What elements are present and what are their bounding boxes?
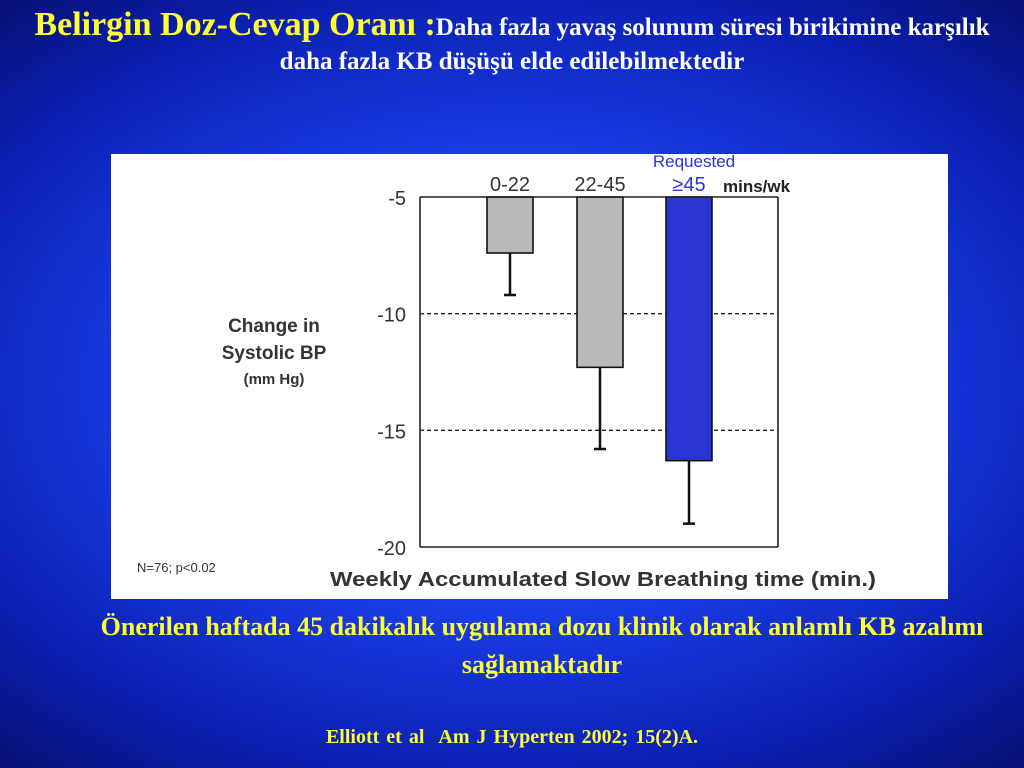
bar-2 xyxy=(666,197,712,461)
bar-layer xyxy=(487,197,712,524)
slide-title xyxy=(20,8,1004,79)
ytick-label-3: -20 xyxy=(377,538,406,560)
ylabel-line-2: Systolic BP xyxy=(221,343,327,364)
ylabel-line-1: Change in xyxy=(228,316,320,337)
bar-1 xyxy=(577,197,623,367)
bp-change-bar-chart xyxy=(111,154,948,599)
x-axis-label: Weekly Accumulated Slow Breathing time (min.) xyxy=(330,569,876,591)
category-label-2: ≥45 xyxy=(672,174,706,196)
sample-note: N=76; p<0.02 xyxy=(137,560,216,575)
citation-author: Elliott et al xyxy=(325,726,425,748)
ylabel-line-3: (mm Hg) xyxy=(243,371,305,388)
ytick-label-1: -10 xyxy=(377,304,406,327)
category-annotation: Requested xyxy=(652,154,736,171)
chart-panel xyxy=(111,154,948,599)
citation xyxy=(0,726,1024,749)
category-label-1: 22-45 xyxy=(574,174,626,196)
conclusion-text: Önerilen haftada 45 dakikalık uygulama dozu klinik olarak anlamlı KB azalımı sağlamaktadır xyxy=(100,612,984,679)
ytick-label-2: -15 xyxy=(377,421,406,444)
slide-title-sub: Daha fazla yavaş solunum süresi birikimine karşılık daha fazla KB düşüşü elde edilebilmektedir xyxy=(279,14,990,75)
bar-0 xyxy=(487,197,533,253)
category-label-0: 0-22 xyxy=(489,174,531,196)
citation-journal: Am J Hyperten 2002; 15(2)A. xyxy=(438,726,699,748)
slide-title-main: Belirgin Doz-Cevap Oranı : xyxy=(34,6,436,43)
unit-label: mins/wk xyxy=(723,177,791,196)
ytick-label-0: -5 xyxy=(388,188,406,210)
